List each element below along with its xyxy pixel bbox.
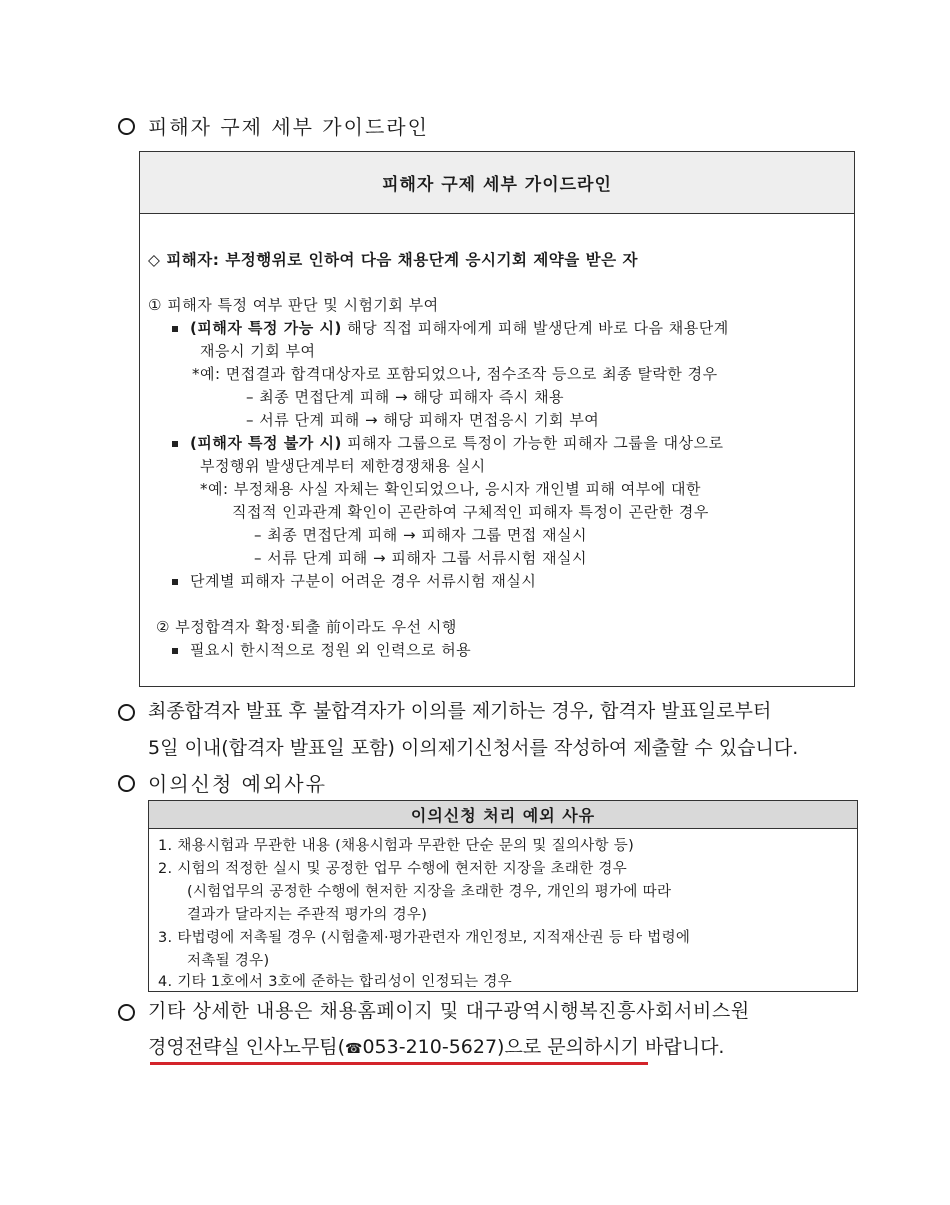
item1-c-text: 단계별 피해자 구분이 어려운 경우 서류시험 재실시	[190, 572, 537, 590]
exception-item-2-cont2: 결과가 달라지는 주관적 평가의 경우)	[187, 907, 428, 923]
circle-bullet-icon	[118, 704, 135, 721]
victim-definition: ◇ 피해자: 부정행위로 인하여 다음 채용단계 응시기회 제약을 받은 자	[148, 251, 638, 269]
item1-b-example: *예: 부정채용 사실 자체는 확인되었으나, 응시자 개인별 피해 여부에 대한	[200, 480, 701, 498]
section-heading-guideline: 피해자 구제 세부 가이드라인	[148, 115, 429, 139]
item1-a-example-2: – 서류 단계 피해 → 해당 피해자 면접응시 기회 부여	[246, 411, 600, 429]
item1-b-example-1: – 최종 면접단계 피해 → 피해자 그룹 면접 재실시	[254, 526, 588, 544]
item2-a	[172, 639, 471, 660]
exception-item-3-cont: 저촉될 경우)	[187, 953, 270, 969]
circle-bullet-icon	[118, 775, 135, 792]
item1-a-label: (피해자 특정 가능 시)	[190, 319, 342, 337]
appeal-paragraph-line2: 5일 이내(합격자 발표일 포함) 이의제기신청서를 작성하여 제출할 수 있습니다.	[148, 737, 799, 759]
contact-paragraph-line2	[148, 1032, 724, 1059]
item1-a-example: *예: 면접결과 합격대상자로 포함되었으나, 점수조작 등으로 최종 탈락한 경우	[192, 365, 718, 383]
item1-b-cont: 부정행위 발생단계부터 제한경쟁채용 실시	[200, 457, 486, 475]
item1-b-example-cont: 직접적 인과관계 확인이 곤란하여 구체적인 피해자 특정이 곤란한 경우	[232, 503, 709, 521]
guideline-box	[139, 151, 855, 687]
item2-a-text: 필요시 한시적으로 정원 외 인력으로 허용	[190, 641, 472, 659]
item2-title: ② 부정합격자 확정·퇴출 前이라도 우선 시행	[156, 618, 457, 636]
item1-a-cont: 재응시 기회 부여	[200, 342, 316, 360]
exception-item-3: 3. 타법령에 저촉될 경우 (시험출제·평가관련자 개인정보, 지적재산권 등 타 법령에	[158, 930, 691, 946]
exception-item-2-cont1: (시험업무의 공정한 수행에 현저한 지장을 초래한 경우, 개인의 평가에 따라	[187, 884, 672, 900]
square-bullet-icon	[172, 579, 178, 585]
item1-b-example-2: – 서류 단계 피해 → 피해자 그룹 서류시험 재실시	[254, 549, 588, 567]
exceptions-box-title: 이의신청 처리 예외 사유	[149, 801, 857, 829]
item1-a-text: 해당 직접 피해자에게 피해 발생단계 바로 다음 채용단계	[341, 319, 729, 337]
item1-b-text: 피해자 그룹으로 특정이 가능한 피해자 그룹을 대상으로	[341, 434, 724, 452]
item1-b-label: (피해자 특정 불가 시)	[190, 434, 342, 452]
item1-title: ① 피해자 특정 여부 판단 및 시험기회 부여	[148, 296, 439, 314]
item1-a-example-1: – 최종 면접단계 피해 → 해당 피해자 즉시 채용	[246, 388, 565, 406]
phone-icon: ☎	[345, 1041, 363, 1057]
circle-bullet-icon	[118, 118, 135, 135]
guideline-box-title: 피해자 구제 세부 가이드라인	[140, 152, 854, 214]
exceptions-box	[148, 800, 858, 992]
appeal-paragraph-line1: 최종합격자 발표 후 불합격자가 이의를 제기하는 경우, 합격자 발표일로부터	[148, 700, 772, 722]
exception-item-1: 1. 채용시험과 무관한 내용 (채용시험과 무관한 단순 문의 및 질의사항 등)	[158, 838, 635, 854]
contact-paragraph-line1: 기타 상세한 내용은 채용홈페이지 및 대구광역시행복진흥사회서비스원	[148, 1000, 750, 1022]
item1-c	[172, 570, 536, 591]
section-heading-exceptions: 이의신청 예외사유	[148, 772, 327, 796]
exception-item-2: 2. 시험의 적정한 실시 및 공정한 업무 수행에 현저한 지장을 초래한 경우	[158, 861, 628, 877]
contact-phone: 053-210-5627)으로 문의하시기 바랍니다.	[362, 1036, 725, 1058]
square-bullet-icon	[172, 326, 178, 332]
contact-team: 경영전략실 인사노무팀(	[148, 1036, 345, 1058]
red-underline	[150, 1062, 648, 1065]
exception-item-4: 4. 기타 1호에서 3호에 준하는 합리성이 인정되는 경우	[158, 974, 512, 990]
square-bullet-icon	[172, 441, 178, 447]
circle-bullet-icon	[118, 1004, 135, 1021]
item1-a	[172, 317, 729, 338]
item1-b	[172, 432, 723, 453]
square-bullet-icon	[172, 648, 178, 654]
